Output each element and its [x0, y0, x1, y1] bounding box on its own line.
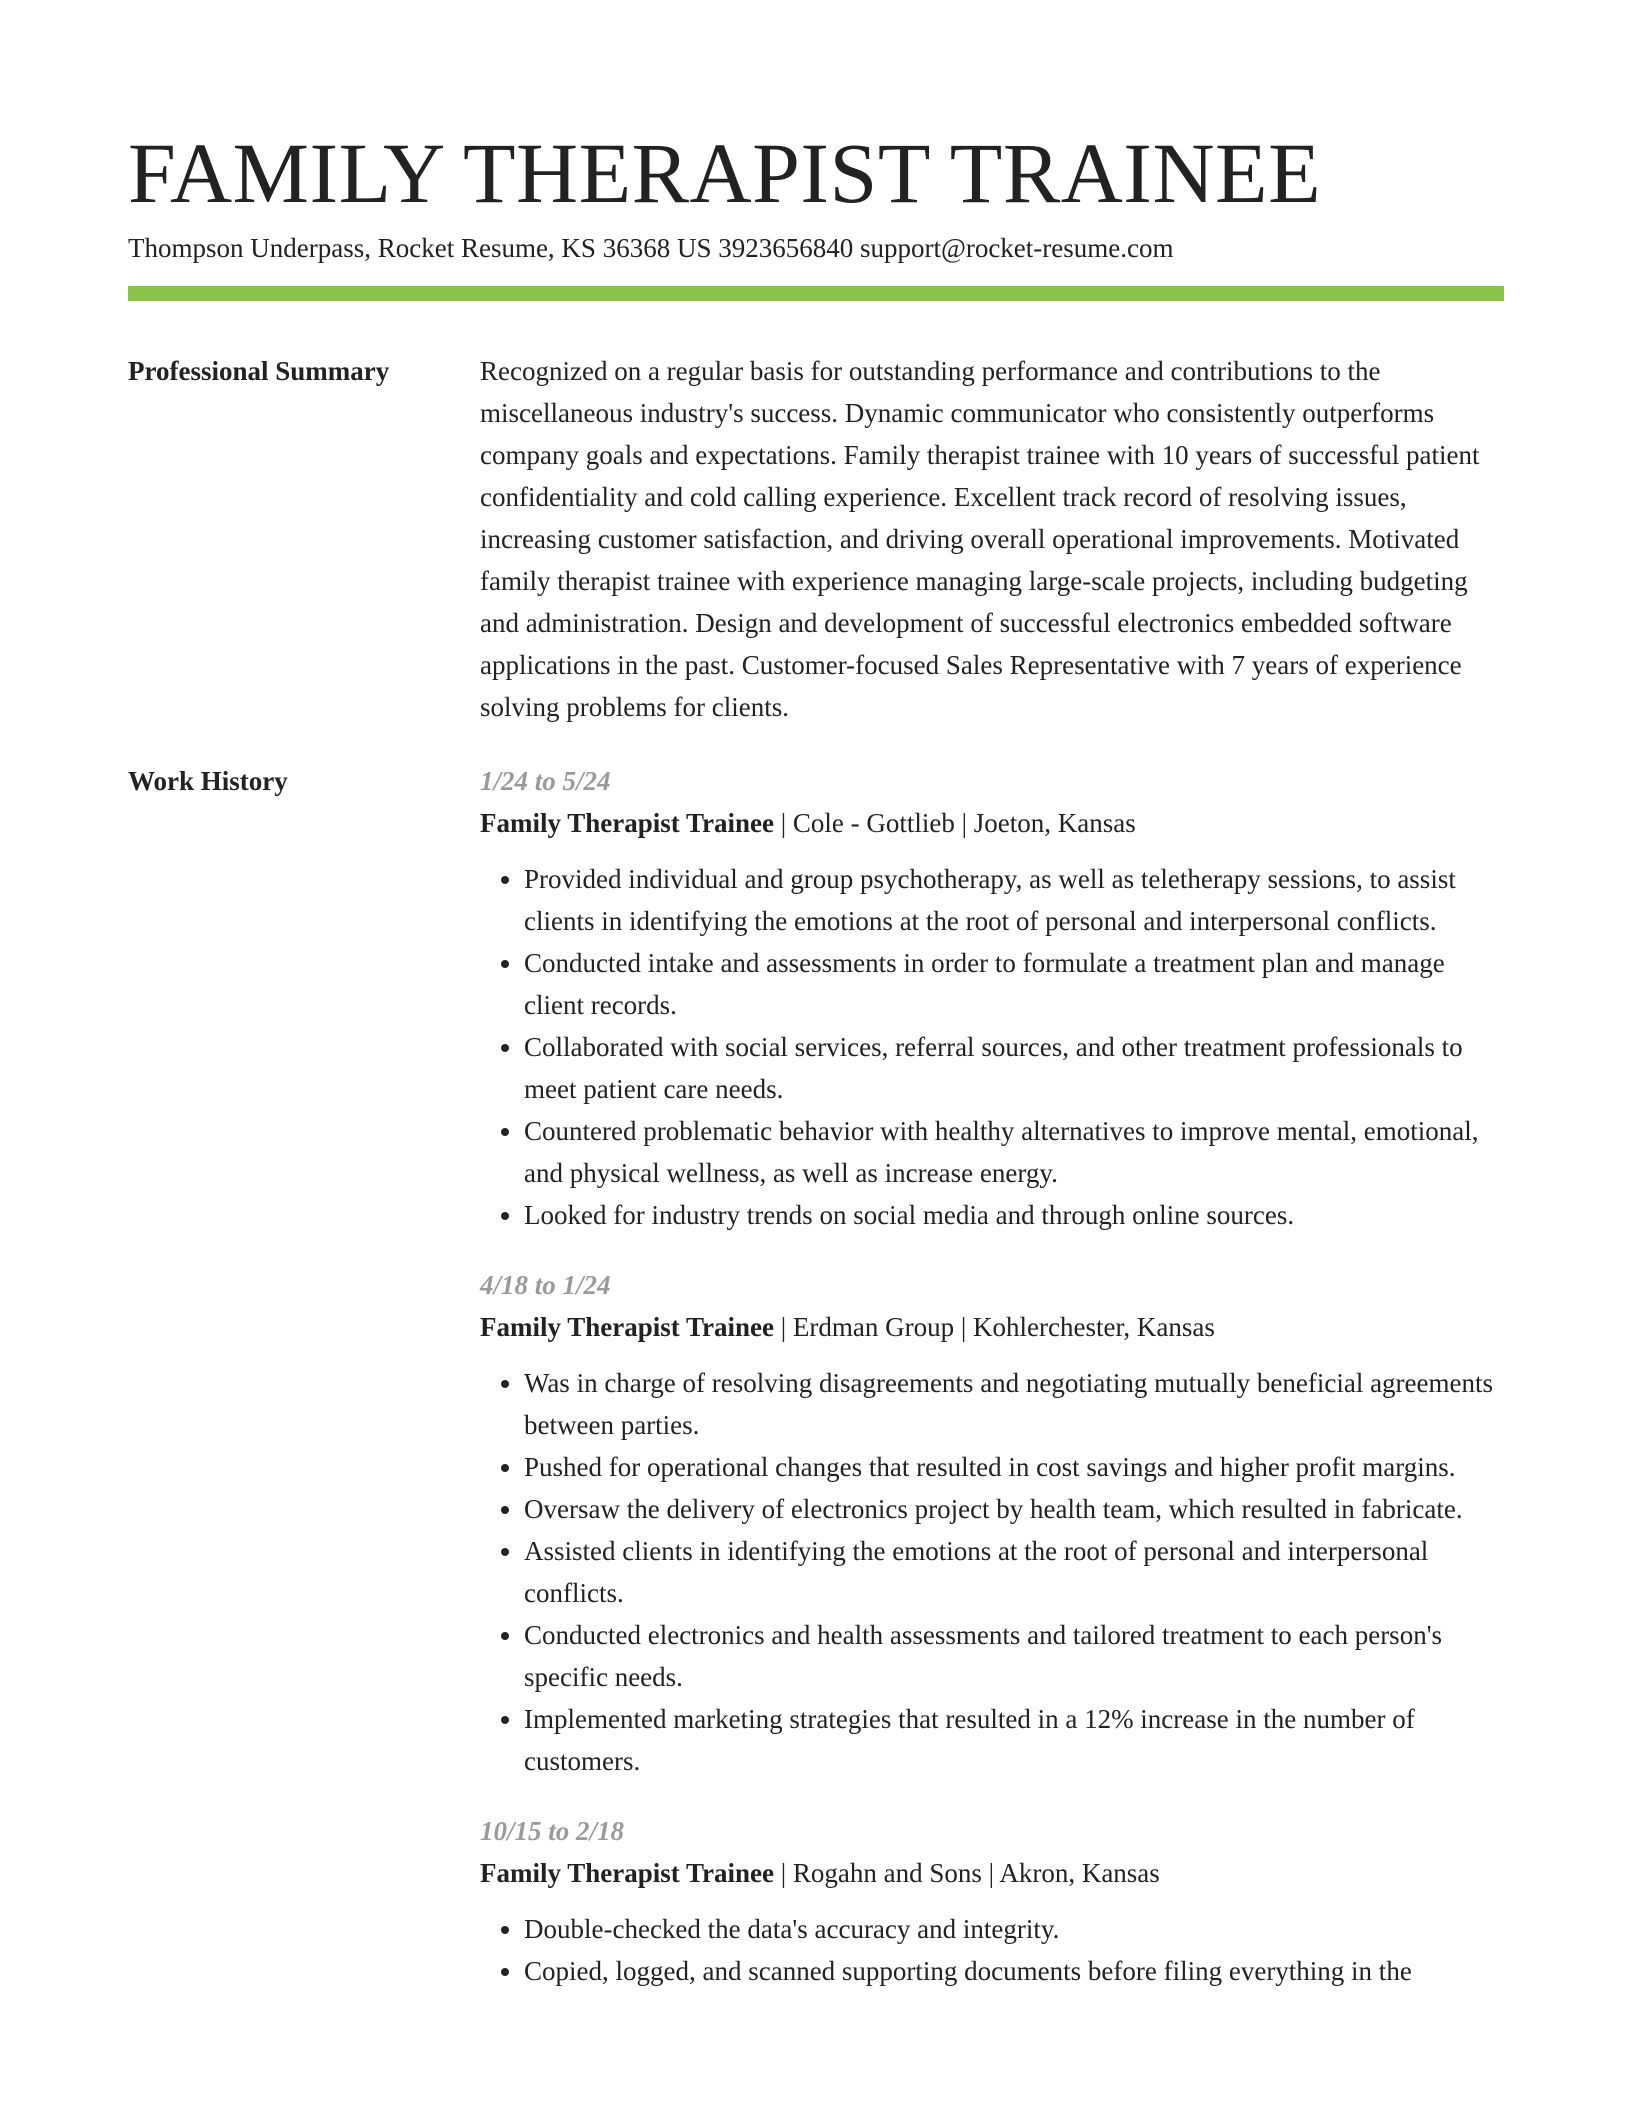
- job-company: Rogahn and Sons: [792, 1858, 982, 1888]
- job-duty-item: • Collaborated with social services, referral sources, and other treatment professionals to meet patient care needs.: [524, 1026, 1504, 1110]
- job-company: Erdman Group: [792, 1312, 955, 1342]
- job-separator: |: [954, 1312, 974, 1342]
- section-label-summary: Professional Summary: [128, 356, 390, 386]
- job-duty-item: • Was in charge of resolving disagreements and negotiating mutually beneficial agreements between parties.: [524, 1362, 1504, 1446]
- section-label-work-history: Work History: [128, 766, 288, 796]
- job-duty-item: • Pushed for operational changes that resulted in cost savings and higher profit margins.: [524, 1446, 1504, 1488]
- job-location: Akron, Kansas: [999, 1858, 1160, 1888]
- job-entry: [480, 1810, 1504, 1992]
- accent-divider: [128, 286, 1504, 301]
- job-duty-item: • Conducted electronics and health assessments and tailored treatment to each person's specific needs.: [524, 1614, 1504, 1698]
- job-separator: |: [774, 1312, 793, 1342]
- job-duty-item: • Assisted clients in identifying the emotions at the root of personal and interpersonal conflicts.: [524, 1530, 1504, 1614]
- job-separator: |: [981, 1858, 1000, 1888]
- job-separator: |: [954, 808, 974, 838]
- job-duty-item: • Implemented marketing strategies that resulted in a 12% increase in the number of customers.: [524, 1698, 1504, 1782]
- job-duty-item: • Oversaw the delivery of electronics project by health team, which resulted in fabricate.: [524, 1488, 1504, 1530]
- job-duty-item: • Double-checked the data's accuracy and integrity.: [524, 1908, 1504, 1950]
- resume-body: [128, 350, 1504, 2052]
- job-duties-list: [480, 1362, 1504, 1782]
- job-heading: [480, 1306, 1504, 1348]
- job-title: Family Therapist Trainee: [480, 1858, 774, 1888]
- job-duty-item: • Countered problematic behavior with healthy alternatives to improve mental, emotional, and physical wellness, as well as increase energy.: [524, 1110, 1504, 1194]
- work-history-content: [480, 760, 1504, 2020]
- job-duty-item: • Conducted intake and assessments in order to formulate a treatment plan and manage client records.: [524, 942, 1504, 1026]
- work-history-section: [128, 760, 1504, 2020]
- job-separator: |: [774, 1858, 793, 1888]
- resume-title: FAMILY THERAPIST TRAINEE: [128, 125, 1322, 221]
- job-title: Family Therapist Trainee: [480, 1312, 774, 1342]
- job-heading: [480, 1852, 1504, 1894]
- job-dates: 10/15 to 2/18: [480, 1816, 625, 1846]
- job-duties-list: [480, 858, 1504, 1236]
- job-duty-item: • Copied, logged, and scanned supporting documents before filing everything in the: [524, 1950, 1504, 1992]
- job-dates: 1/24 to 5/24: [480, 766, 611, 796]
- job-duty-item: • Looked for industry trends on social media and through online sources.: [524, 1194, 1504, 1236]
- summary-text: Recognized on a regular basis for outstanding performance and contributions to the miscellaneous industry's success. Dynamic communicator who consistently outperforms company goals and expectations. Family therapist trainee with 10 years of successful patient confidentiality and cold calling experience. Excellent track record of resolving issues, increasing customer satisfaction, and driving overall operational improvements. Motivated family therapist trainee with experience managing large-scale projects, including budgeting and administration. Design and development of successful electronics embedded software applications in the past. Customer-focused Sales Representative with 7 years of experience solving problems for clients.: [480, 356, 1480, 722]
- job-location: Kohlerchester, Kansas: [973, 1312, 1215, 1342]
- job-title: Family Therapist Trainee: [480, 808, 774, 838]
- job-separator: |: [774, 808, 793, 838]
- summary-content: [480, 350, 1504, 728]
- job-dates: 4/18 to 1/24: [480, 1270, 611, 1300]
- job-location: Joeton, Kansas: [973, 808, 1136, 838]
- professional-summary-section: [128, 350, 1504, 728]
- contact-line: Thompson Underpass, Rocket Resume, KS 36368 US 3923656840 support@rocket-resume.com: [128, 233, 1174, 263]
- job-entry: [480, 1264, 1504, 1782]
- job-entry: [480, 760, 1504, 1236]
- job-heading: [480, 802, 1504, 844]
- job-duty-item: • Provided individual and group psychotherapy, as well as teletherapy sessions, to assist clients in identifying the emotions at the root of personal and interpersonal conflicts.: [524, 858, 1504, 942]
- job-duties-list: [480, 1908, 1504, 1992]
- job-company: Cole - Gottlieb: [792, 808, 955, 838]
